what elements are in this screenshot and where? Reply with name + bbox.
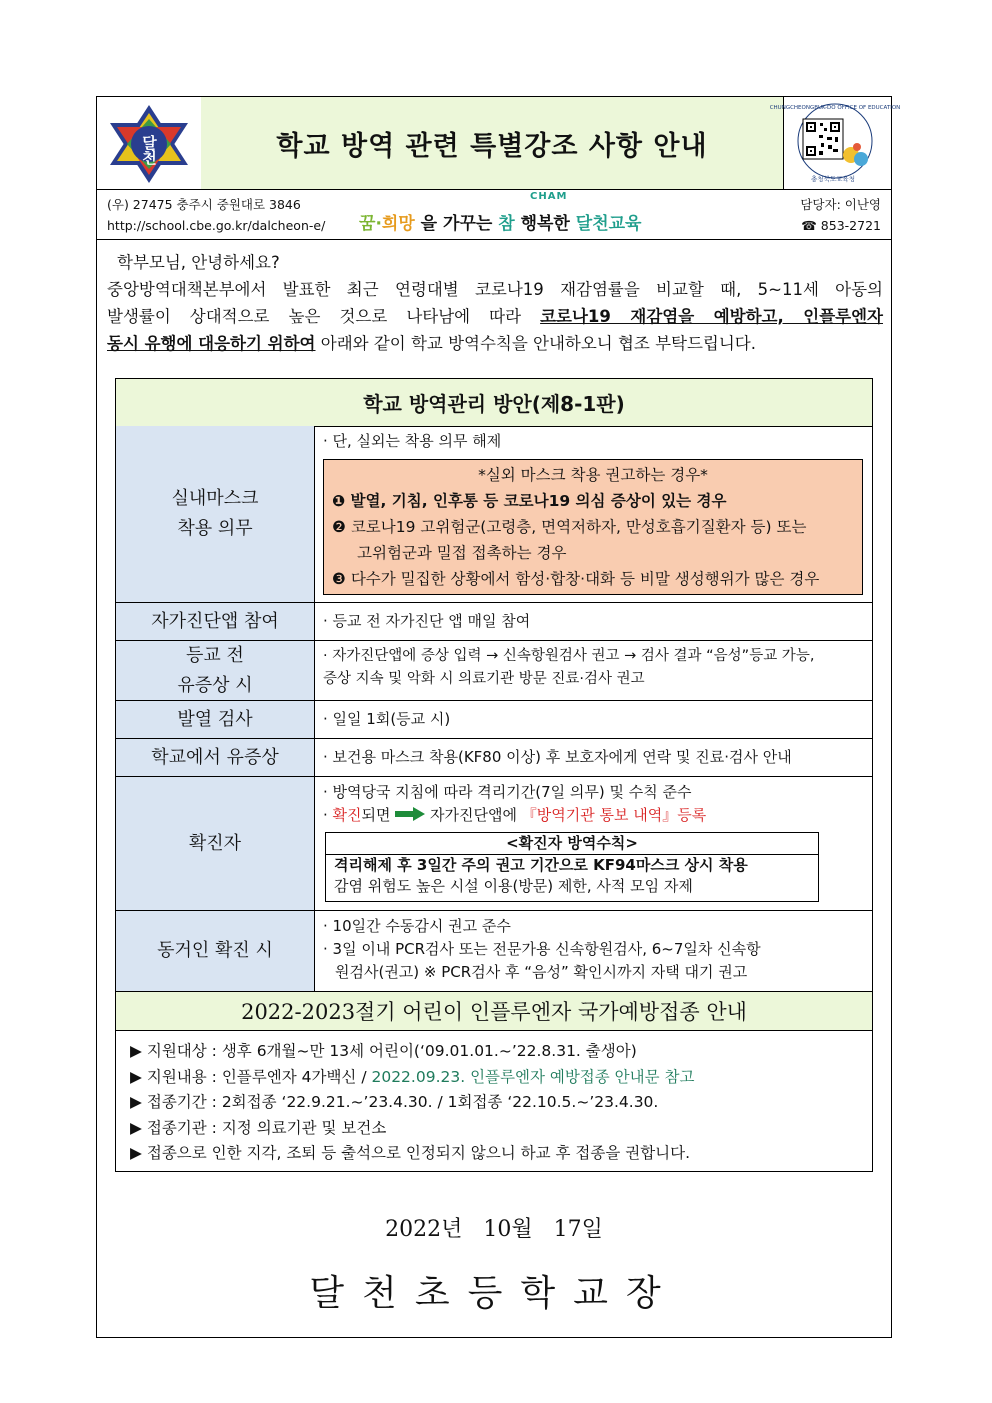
quarantine-table	[115, 378, 873, 1172]
school-info-bar	[97, 189, 891, 240]
flu-item-2b: 2022.09.23. 인플루엔자 예방접종 안내문 참고	[371, 1067, 695, 1086]
slogan-school: 달천교육	[575, 214, 642, 234]
slogan-happy: 행복한	[514, 214, 576, 234]
slogan-hope: 희망	[381, 214, 415, 234]
before-school-label-2: 유증상 시	[177, 674, 253, 696]
intro-line-2a: 발생률이 상대적으로 높은 것으로 나타남에 따라	[107, 307, 541, 326]
page-title: 학교 방역 관련 특별강조 사항 안내	[201, 97, 784, 189]
outdoor-mask-item-3: ❸ 다수가 밀집한 상황에서 함성·합창·대화 등 비말 생성행위가 많은 경우	[332, 570, 820, 588]
greeting: 학부모님, 안녕하세요?	[117, 253, 280, 272]
mask-content	[315, 426, 872, 602]
confirmed-line-2-red: 확진	[332, 806, 362, 824]
confirmed-line-1: · 방역당국 지침에 따라 격리기간(7일 의무) 및 수칙 준수	[323, 783, 692, 801]
confirmed-line-2-mid: 되면	[361, 806, 396, 824]
slogan-cham: 참	[498, 214, 515, 234]
right-arrow-icon	[395, 807, 425, 821]
confirmed-rules-line-1: 격리해제 후 3일간 주의 권고 기간으로 KF94마스크 상시 착용	[334, 856, 748, 874]
flu-list	[130, 1039, 694, 1167]
confirmed-line-2-post: 자가진단앱에	[425, 806, 522, 824]
edu-office-logo	[769, 97, 901, 189]
flu-item-4: ▶ 접종기관 : 지정 의료기관 및 보건소	[130, 1118, 387, 1137]
at-school-content	[315, 739, 872, 776]
table-row-before-school	[116, 641, 872, 701]
selfcheck-content	[315, 603, 872, 640]
contact-person: 담당자: 이난영	[800, 197, 881, 212]
intro-text	[107, 249, 883, 357]
table-row-fever	[116, 701, 872, 739]
cohabitant-content	[315, 911, 872, 991]
outdoor-mask-item-2b: 고위험군과 밀접 접촉하는 경우	[357, 544, 567, 562]
school-logo-icon	[97, 97, 201, 189]
before-school-label	[116, 641, 315, 700]
notice-date: 2022년 10월 17일	[385, 1217, 603, 1242]
intro-line-2b-emphasis: 코로나19 재감염을 예방하고, 인플루엔자	[540, 307, 883, 326]
outdoor-mask-box	[323, 459, 863, 595]
flu-title: 2022-2023절기 어린이 인플루엔자 국가예방접종 안내	[116, 991, 872, 1031]
slogan-dot: ·	[375, 214, 382, 234]
flu-item-5: ▶ 접종으로 인한 지각, 조퇴 등 출석으로 인정되지 않으니 하교 후 접종을 권합니다.	[130, 1144, 691, 1162]
fever-content	[315, 701, 872, 738]
before-school-content	[315, 641, 872, 700]
table-row-cohabitant	[116, 911, 872, 991]
intro-line-1: 중앙방역대책본부에서 발표한 최근 연령대별 코로나19 재감염률을 비교할 때, 5~11세 아동의	[107, 280, 883, 299]
confirmed-line-2-red2: 『방역기관 통보 내역』등록	[521, 806, 707, 824]
before-school-line-1: · 자가진단앱에 증상 입력 → 신속항원검사 권고 → 검사 결과 “음성”등교 가능,	[323, 648, 815, 664]
mask-label-2: 착용 의무	[177, 518, 253, 539]
confirmed-line-2	[323, 804, 864, 827]
selfcheck-label: 자가진단앱 참여	[116, 603, 315, 640]
fever-label: 발열 검사	[116, 701, 315, 738]
cohabitant-label: 동거인 확진 시	[116, 911, 315, 991]
school-slogan	[359, 191, 642, 234]
table-title: 학교 방역관리 방안(제8-1판)	[116, 379, 872, 427]
table-row-selfcheck	[116, 603, 872, 641]
before-school-label-1: 등교 전	[186, 644, 244, 666]
mask-label-1: 실내마스크	[171, 488, 259, 509]
confirmed-rules-line-2: 감염 위험도 높은 시설 이용(방문) 제한, 사적 모임 자제	[334, 877, 693, 895]
cohabitant-line-3: 원검사(권고) ※ PCR검사 후 “음성” 확인시까지 자택 대기 권고	[335, 963, 748, 981]
intro-line-3b: 아래와 같이 학교 방역수칙을 안내하오니 협조 부탁드립니다.	[315, 334, 756, 353]
fever-line-1: · 일일 1회(등교 시)	[323, 710, 451, 728]
mask-label	[116, 426, 315, 602]
intro-line-3	[107, 330, 883, 357]
outdoor-mask-item-2a: ❷ 코로나19 고위험군(고령층, 면역저하자, 만성호흡기질환자 등) 또는	[332, 518, 807, 536]
confirmed-label: 확진자	[116, 777, 315, 910]
at-school-label: 학교에서 유증상	[116, 739, 315, 776]
slogan-cham-en: CHAM	[530, 191, 568, 202]
selfcheck-line-1: · 등교 전 자가진단 앱 매일 참여	[323, 612, 531, 630]
school-url[interactable]: http://school.cbe.go.kr/dalcheon-e/	[107, 218, 326, 233]
header	[97, 97, 901, 190]
flu-item-1: ▶ 지원대상 : 생후 6개월~만 13세 어린이(‘09.01.01.~’22.8.31. 출생아)	[130, 1042, 637, 1060]
edu-office-label: 충청북도교육청	[811, 175, 855, 183]
intro-line-2	[107, 303, 883, 330]
school-address: (우) 27475 충주시 중원대로 3846	[107, 197, 301, 212]
principal-signature: 달천초등학교장	[309, 1273, 679, 1314]
flu-item-2a: ▶ 지원내용 : 인플루엔자 4가백신 /	[130, 1067, 372, 1086]
qr-code-icon	[769, 97, 901, 189]
at-school-line-1: · 보건용 마스크 착용(KF80 이상) 후 보호자에게 연락 및 진료·검사 안내	[323, 748, 792, 766]
school-badge-text: 달천	[140, 135, 158, 165]
before-school-line-2: 증상 지속 및 악화 시 의료기관 방문 진료·검사 권고	[323, 671, 645, 687]
intro-line-3a-emphasis: 동시 유행에 대응하기 위하여	[107, 334, 316, 353]
table-row-mask	[116, 426, 872, 603]
confirmed-line-2-bullet: ·	[323, 806, 333, 824]
edu-office-arc-text: CHUNGCHEONGBUK-DO OFFICE OF EDUCATION	[769, 105, 901, 111]
table-row-confirmed	[116, 777, 872, 911]
confirmed-rules-box	[325, 832, 819, 902]
flu-item-2	[130, 1065, 694, 1091]
notice-page	[96, 96, 901, 1338]
school-logo-cell	[97, 97, 202, 189]
confirmed-content	[315, 777, 872, 910]
cohabitant-line-1: · 10일간 수동감시 권고 준수	[323, 917, 511, 935]
outdoor-mask-item-1: ❶ 발열, 기침, 인후통 등 코로나19 의심 증상이 있는 경우	[332, 492, 727, 510]
flu-item-3: ▶ 접종기간 : 2회접종 ‘22.9.21.~’23.4.30. / 1회접종 ‘22.10.5.~’23.4.30.	[130, 1093, 659, 1111]
slogan-mid: 을 가꾸는	[414, 214, 499, 234]
contact-phone: ☎ 853-2721	[801, 218, 881, 233]
cohabitant-line-2: · 3일 이내 PCR검사 또는 전문가용 신속항원검사, 6~7일차 신속항	[323, 940, 761, 958]
mask-line-1: · 단, 실외는 착용 의무 해제	[323, 432, 502, 450]
confirmed-rules-title: <확진자 방역수칙>	[326, 833, 818, 855]
outdoor-mask-title: *실외 마스크 착용 권고하는 경우*	[478, 466, 708, 484]
slogan-dream: 꿈	[359, 214, 376, 234]
table-row-at-school	[116, 739, 872, 777]
